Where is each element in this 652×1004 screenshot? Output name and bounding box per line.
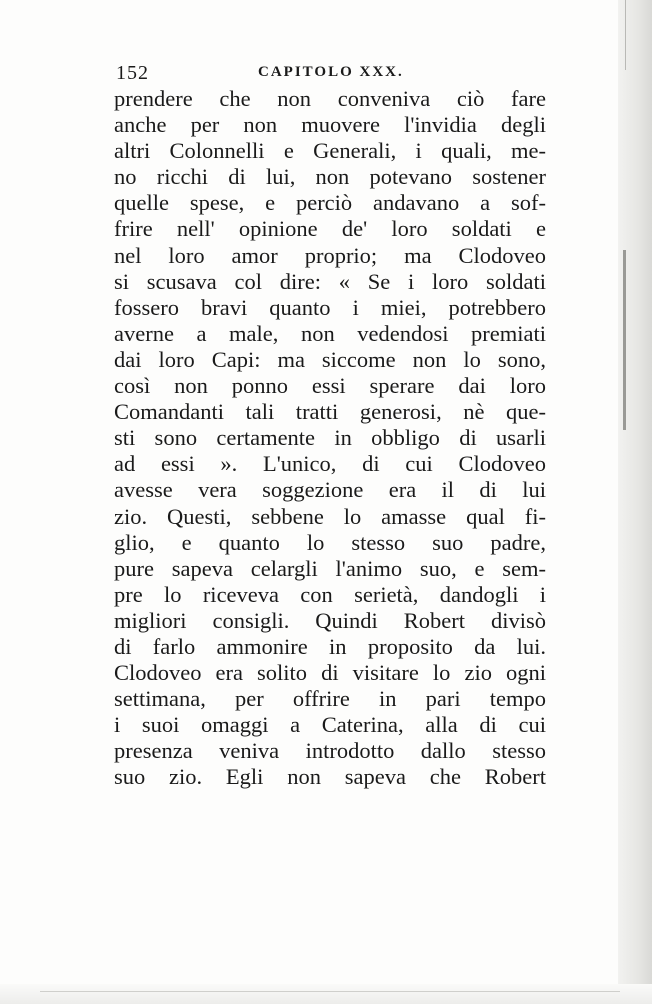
binding-line <box>625 0 626 70</box>
text-line: nel loro amor proprio; ma Clodoveo <box>114 242 546 268</box>
binding-mark <box>623 250 626 430</box>
text-line: Clodoveo era solito di visitare lo zio ogni <box>114 660 546 686</box>
text-line: di farlo ammonire in proposito da lui. <box>114 633 546 659</box>
text-line: prendere che non conveniva ciò fare <box>114 86 546 111</box>
text-line: suo zio. Egli non sapeva che Robert <box>114 764 546 790</box>
text-line: dai loro Capi: ma siccome non lo sono, <box>114 346 546 372</box>
text-line: si scusava col dire: « Se i loro soldati <box>114 268 546 294</box>
text-line: fossero bravi quanto i miei, potrebbero <box>114 294 546 320</box>
text-line: sti sono certamente in obbligo di usarli <box>114 425 546 451</box>
bottom-rule <box>40 991 620 992</box>
page-edge-shadow <box>618 0 652 1004</box>
text-line: averne a male, non vedendosi premiati <box>114 320 546 346</box>
text-line: settimana, per offrire in pari tempo <box>114 686 546 712</box>
text-line: pre lo riceveva con serietà, dandogli i <box>114 581 546 607</box>
text-line: avesse vera soggezione era il di lui <box>114 477 546 503</box>
text-line: frire nell' opinione de' loro soldati e <box>114 216 546 242</box>
text-line: Comandanti tali tratti generosi, nè que- <box>114 399 546 425</box>
text-line: pure sapeva celargli l'animo suo, e sem- <box>114 555 546 581</box>
text-line: migliori consigli. Quindi Robert divisò <box>114 607 546 633</box>
text-line: anche per non muovere l'invidia degli <box>114 112 546 138</box>
page-bottom-edge <box>0 984 652 1004</box>
text-line: così non ponno essi sperare dai loro <box>114 373 546 399</box>
text-line: ad essi ». L'unico, di cui Clodoveo <box>114 451 546 477</box>
page-header <box>116 62 544 86</box>
text-line: no ricchi di lui, non potevano sostener <box>114 164 546 190</box>
page-number: 152 <box>116 62 149 84</box>
text-line: quelle spese, e perciò andavano a sof- <box>114 190 546 216</box>
body-text <box>114 86 546 791</box>
text-line: presenza veniva introdotto dallo stesso <box>114 738 546 764</box>
running-head: CAPITOLO XXX. <box>258 64 404 80</box>
text-line: glio, e quanto lo stesso suo padre, <box>114 529 546 555</box>
text-line: i suoi omaggi a Caterina, alla di cui <box>114 712 546 738</box>
text-line: zio. Questi, sebbene lo amasse qual fi- <box>114 503 546 529</box>
text-line: altri Colonnelli e Generali, i quali, me- <box>114 138 546 164</box>
